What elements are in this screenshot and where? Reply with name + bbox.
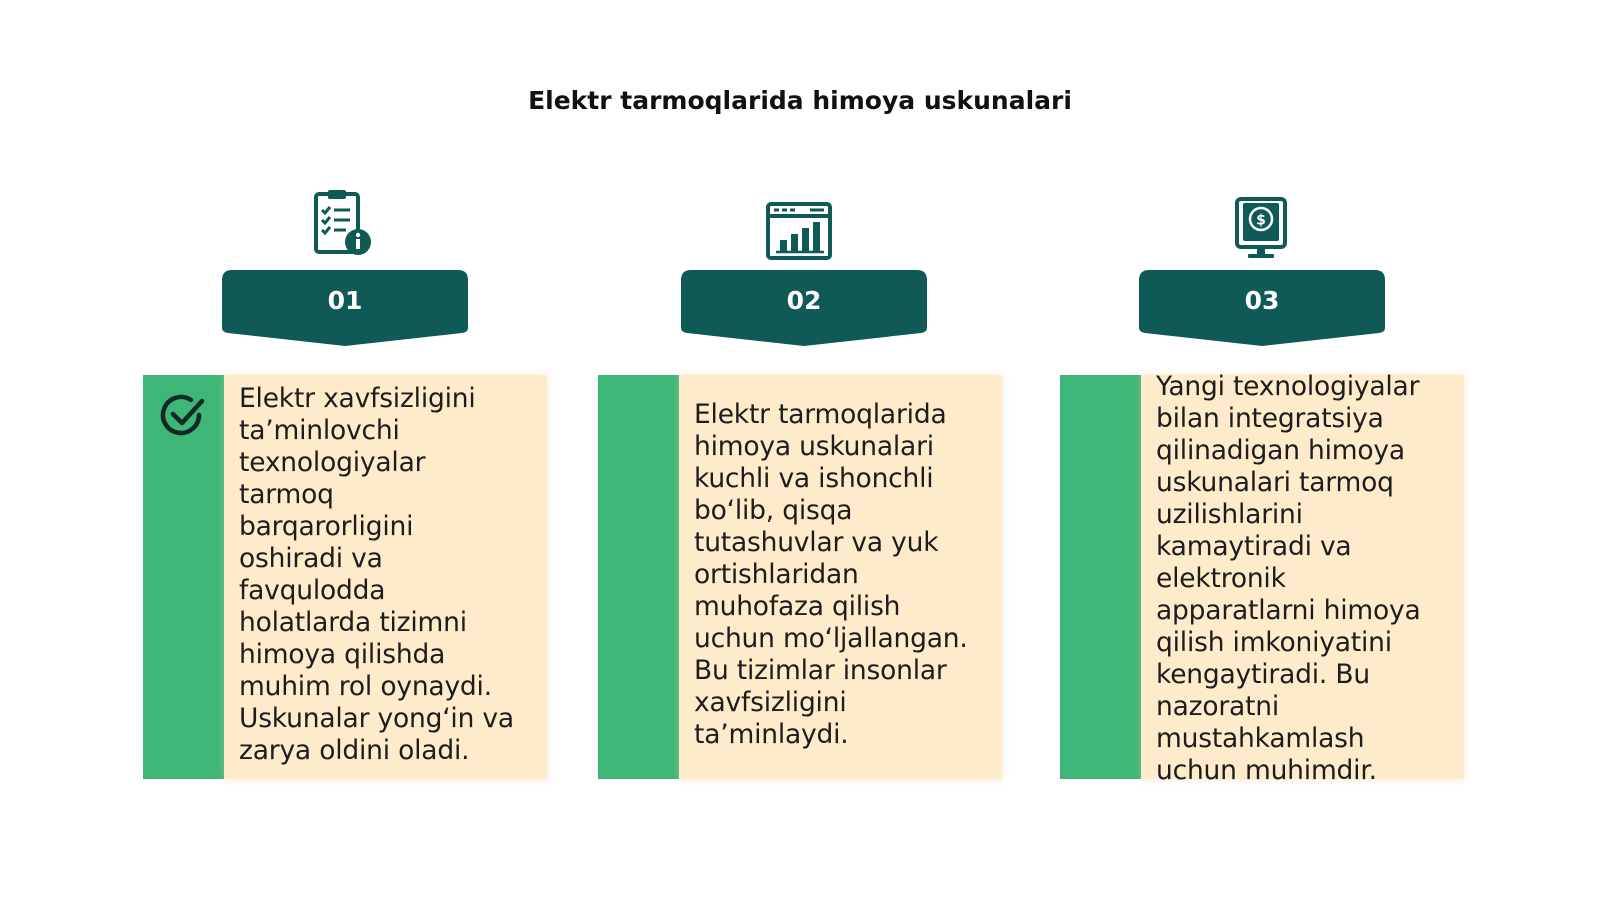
card-body: [679, 375, 1002, 779]
info-card-01: [143, 375, 547, 779]
monitor-dollar-icon: [1226, 193, 1296, 263]
check-circle-icon: [159, 391, 207, 439]
step-badge-03: [1139, 270, 1385, 346]
browser-bar-chart-icon: [764, 196, 834, 266]
card-accent-strip: [1060, 375, 1141, 779]
info-card-02: [598, 375, 1002, 779]
card-accent-strip: [598, 375, 679, 779]
step-badge-02: [681, 270, 927, 346]
card-body: [1141, 371, 1464, 786]
info-card-03: [1060, 371, 1464, 786]
svg-text:$: $: [1256, 212, 1266, 229]
clipboard-checklist-info-icon: [306, 188, 376, 258]
step-number: 02: [786, 286, 822, 315]
card-description: Yangi texnologiyalar bilan integratsiya qilinadigan himoya uskunalari tarmoq uzilishlarini kamaytiradi va elektronik apparatlarni himoya qilish imkoniyatini kengaytiradi. Bu nazoratni mustahkamlash uchun muhimdir.: [1156, 371, 1421, 786]
card-body: [224, 375, 547, 779]
page-title: Elektr tarmoqlarida himoya uskunalari: [528, 86, 1072, 115]
step-number: 01: [327, 286, 363, 315]
step-badge-01: [222, 270, 468, 346]
column-02: [598, 0, 1002, 900]
card-description: Elektr tarmoqlarida himoya uskunalari kuchli va ishonchli bo‘lib, qisqa tutashuvlar va yuk ortishlaridan muhofaza qilish uchun mo‘ljallangan. Bu tizimlar insonlar xavfsizligini ta’minlaydi.: [694, 399, 968, 750]
column-03: [1060, 0, 1464, 900]
card-accent-strip: [143, 375, 224, 779]
card-description: Elektr xavfsizligini ta’minlovchi texnologiyalar tarmoq barqarorligini oshiradi va favqulodda holatlarda tizimni himoya qilishda muhim rol oynaydi. Uskunalar yong‘in va zarya oldini oladi.: [239, 383, 514, 766]
step-number: 03: [1244, 286, 1280, 315]
column-01: [143, 0, 547, 900]
